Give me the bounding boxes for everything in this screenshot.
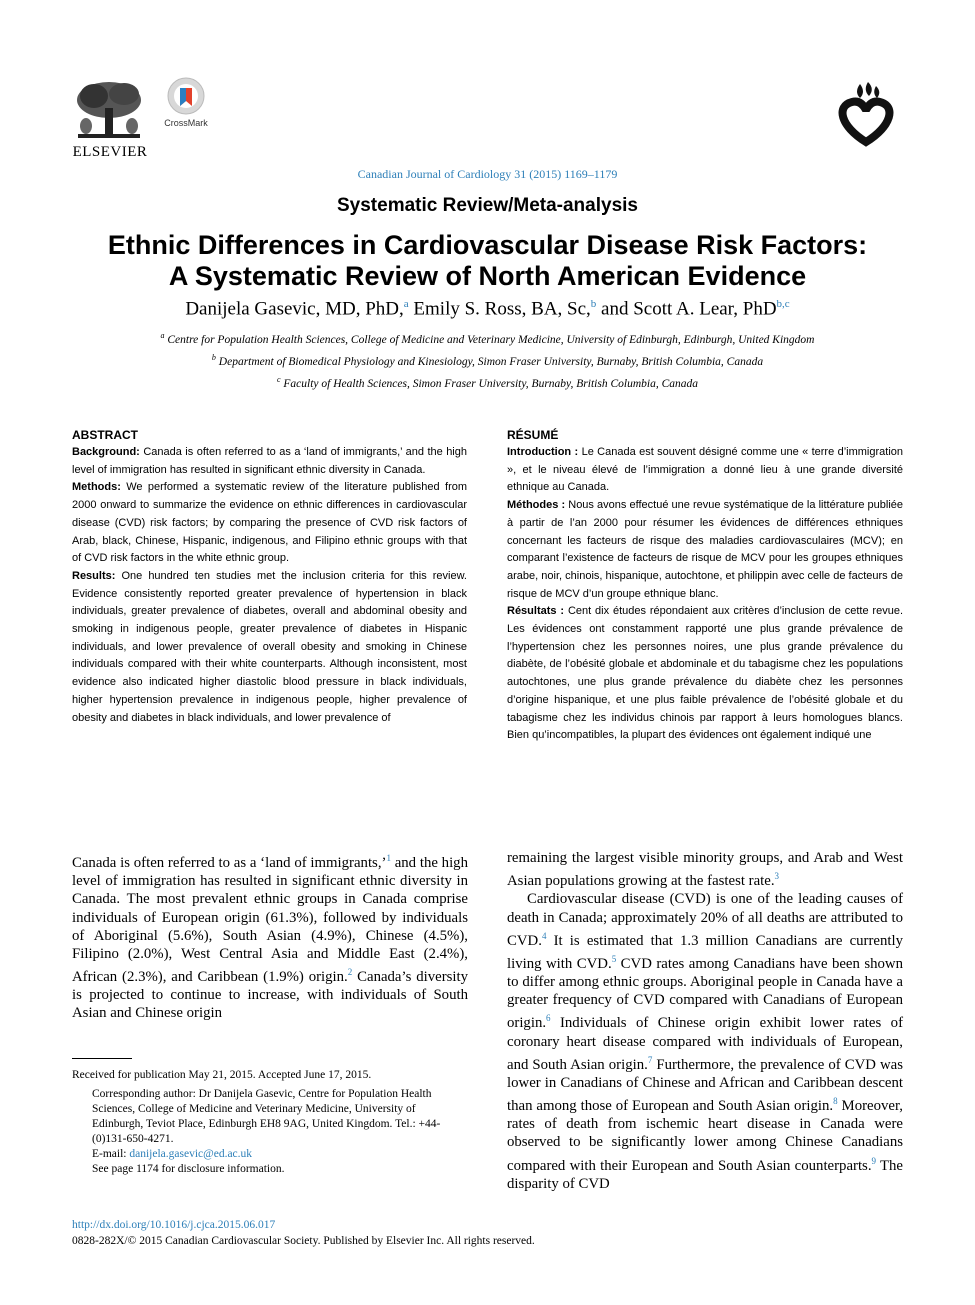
- citation-ref[interactable]: 3: [774, 871, 780, 882]
- resume-heading: RÉSUMÉ: [507, 428, 559, 442]
- abstract-body: [72, 444, 467, 727]
- email-link[interactable]: danijela.gasevic@ed.ac.uk: [129, 1148, 253, 1160]
- title-line-1: Ethnic Differences in Cardiovascular Disease Risk Factors:: [107, 230, 868, 260]
- abstract-results: Results: One hundred ten studies met the inclusion criteria for this review. Evidence consistently reported greater prevalence of hypertension in black individuals, greater prevalence of diabetes, overall and abdominal obesity and smoking in indigenous people, greater prevalence of diabetes in Hispanic individuals, and lower prevalence of overall obesity and smoking in Chinese individuals compared with their white counterparts. Although inconsistent, most evidence also indicated higher diastolic blood pressure in black individuals, higher hypertension prevalence in indigenous people, higher prevalence of obesity and diabetes in black individuals, and lower prevalence of: [72, 569, 467, 724]
- journal-citation[interactable]: Canadian Journal of Cardiology 31 (2015) 1169–1179: [357, 167, 618, 181]
- body-paragraph: remaining the largest visible minority groups, and Arab and West Asian populations growing at the fastest rate.$^3$: [507, 850, 903, 890]
- citation-ref[interactable]: 2: [347, 967, 353, 978]
- crossmark-icon: [166, 76, 206, 118]
- author-affil-mark[interactable]: b,c: [776, 298, 790, 310]
- body-left-column: [72, 849, 468, 1023]
- abstract-background: Background: Canada is often referred to as a ‘land of immigrants,’ and the high level of immigration has resulted in significant ethnic diversity in Canada.: [72, 446, 467, 476]
- author-affil-mark[interactable]: a: [403, 298, 409, 310]
- citation-ref[interactable]: 8: [833, 1096, 838, 1107]
- citation-ref[interactable]: 1: [386, 853, 391, 863]
- crossmark-label: CrossMark: [164, 118, 208, 128]
- author-join: and: [601, 298, 629, 320]
- resume-body: [507, 444, 903, 745]
- citation-ref[interactable]: 9: [871, 1155, 877, 1166]
- copyright-line: 0828-282X/© 2015 Canadian Cardiovascular Society. Published by Elsevier Inc. All rights reserved.: [72, 1235, 535, 1247]
- title-line-2: A Systematic Review of North American Evidence: [168, 261, 807, 291]
- body-paragraph: Canada is often referred to as a ‘land of immigrants,’$^1$ and the high level of immigration has resulted in significant ethnic diversity in Canada. The most prevalent ethnic groups in Canada comprise individuals of European origin (61.3%), followed by individuals of Aboriginal (5.6%), South Asian (4.9%), Chinese (4.5%), Filipino (2.0%), West Central Asia and Middle East (2.4%), African (2.3%), and Caribbean (1.9%) origin.$^2$ Canada’s diversity is projected to continue to increase, with individuals of South Asian and Chinese origin: [72, 853, 469, 1022]
- email-note: E-mail: danijela.gasevic@ed.ac.uk: [92, 1148, 253, 1160]
- elsevier-tree-icon: [72, 78, 146, 142]
- citation-ref[interactable]: 7: [647, 1054, 653, 1065]
- affiliation: $^c$ Faculty of Health Sciences, Simon Fraser University, Burnaby, British Columbia, Canada: [276, 375, 699, 390]
- crossmark-logo[interactable]: [160, 76, 218, 134]
- abstract-methods: Methods: We performed a systematic review of the literature published from 2000 onward to summarize the evidence on ethnic differences in cardiovascular disease (CVD) risk factors; by comparing the presence of CVD risk factors of Arab, black, Chinese, Hispanic, indigenous, and Filipino ethnic groups with that of CVD risk factors in the white ethnic group.: [72, 481, 468, 565]
- citation-ref[interactable]: 6: [546, 1013, 551, 1024]
- body-paragraph: Cardiovascular disease (CVD) is one of the leading causes of death in Canada; approximately 20% of all deaths are attributed to CVD.$^4$ It is estimated that 1.3 million Canadians are currently living with CVD.$^5$ CVD rates among Canadians have been shown to differ among ethnic groups. Aboriginal people in Canada have a greater frequency of CVD compared with Canadians of European origin.$^6$ Individuals of Chinese origin exhibit lower rates of coronary heart disease compared with individuals of European, and South Asian origin.$^7$ Furthermore, the prevalence of CVD was lower in Canadians of Chinese and African and Caribbean descent than among those of European and South Asian origin.$^8$ Moreover, rates of death from ischemic heart disease in Canada were observed to be significantly lower among Chinese Canadians compared with their European and South Asian counterparts.$^9$ The disparity of CVD: [507, 891, 904, 1192]
- body-right-column: [507, 849, 903, 1193]
- author-name: Scott A. Lear, PhD: [633, 298, 777, 320]
- author-affil-mark[interactable]: b: [590, 298, 597, 310]
- elsevier-logo: [70, 78, 150, 162]
- affiliation: $^a$ Centre for Population Health Sciences, College of Medicine and Veterinary Medicine, University of Edinburgh, Edinburgh, United Kingdom: [160, 331, 815, 346]
- section-type: Systematic Review/Meta-analysis: [337, 195, 638, 216]
- author-name: Danijela Gasevic, MD, PhD,: [185, 298, 404, 320]
- footnotes: [72, 1068, 468, 1177]
- disclosure-note: See page 1174 for disclosure information.: [92, 1163, 285, 1175]
- citation-ref[interactable]: 5: [611, 953, 617, 964]
- elsevier-wordmark: ELSEVIER: [72, 144, 148, 160]
- article-title: [0, 230, 975, 292]
- resume-methods: Méthodes : Nous avons effectué une revue systématique de la littérature publiée à partir de l’an 2000 pour résumer les évidences de différences ethniques concernant les facteurs de risque des maladies cardiovasculaires (MCV); en comparant l’existence de facteurs de risque de MCV pour les groupes ethniques arabe, noir, chinois, hispanique, autochtone, et philippin avec celle de facteurs de risque de MCV d’un groupe ethnique blanc.: [507, 499, 904, 600]
- doi-link[interactable]: http://dx.doi.org/10.1016/j.cjca.2015.06.017: [72, 1219, 276, 1231]
- author-list: [0, 298, 975, 320]
- resume-results: Résultats : Cent dix études répondaient aux critères d’inclusion de cette revue. Les évidences ont constamment rapporté une plus grande prévalence de l’hypertension chez les personnes noires, une plus grande prévalence du diabète, de l’obésité globale et abdominale et du tabagisme chez les populations autochtones, une plus grande prévalence du diabète chez les personnes d’origine hispanique, et une plus faible prévalence de l’obésité globale et du tabagisme chez les individus chinois par rapport à leurs homologues blancs. Bien qu’incompatibles, la plupart des évidences ont également indiqué une: [507, 605, 903, 742]
- affiliation: $^b$ Department of Biomedical Physiology and Kinesiology, Simon Fraser University, Burnaby, British Columbia, Canada: [211, 353, 764, 368]
- corresponding-author-note: Corresponding author: Dr Danijela Gasevic, Centre for Population Health Sciences, College of Medicine and Veterinary Medicine, University of Edinburgh, Teviot Place, Edinburgh EH8 9AG, United Kingdom. Tel.: +44-(0)131-650-4271.: [92, 1088, 441, 1145]
- author-name: Emily S. Ross, BA, Sc,: [413, 298, 591, 320]
- ccs-logo-icon: [830, 78, 904, 150]
- footnote-divider: [72, 1058, 132, 1059]
- citation-ref[interactable]: 4: [541, 930, 547, 941]
- resume-intro: Introduction : Le Canada est souvent désigné comme une « terre d’immigration », et le niveau élevé de l’immigration a donné lieu à une grande diversité ethnique au Canada.: [507, 446, 903, 494]
- abstract-heading: ABSTRACT: [72, 428, 138, 442]
- received-note: Received for publication May 21, 2015. Accepted June 17, 2015.: [72, 1069, 372, 1081]
